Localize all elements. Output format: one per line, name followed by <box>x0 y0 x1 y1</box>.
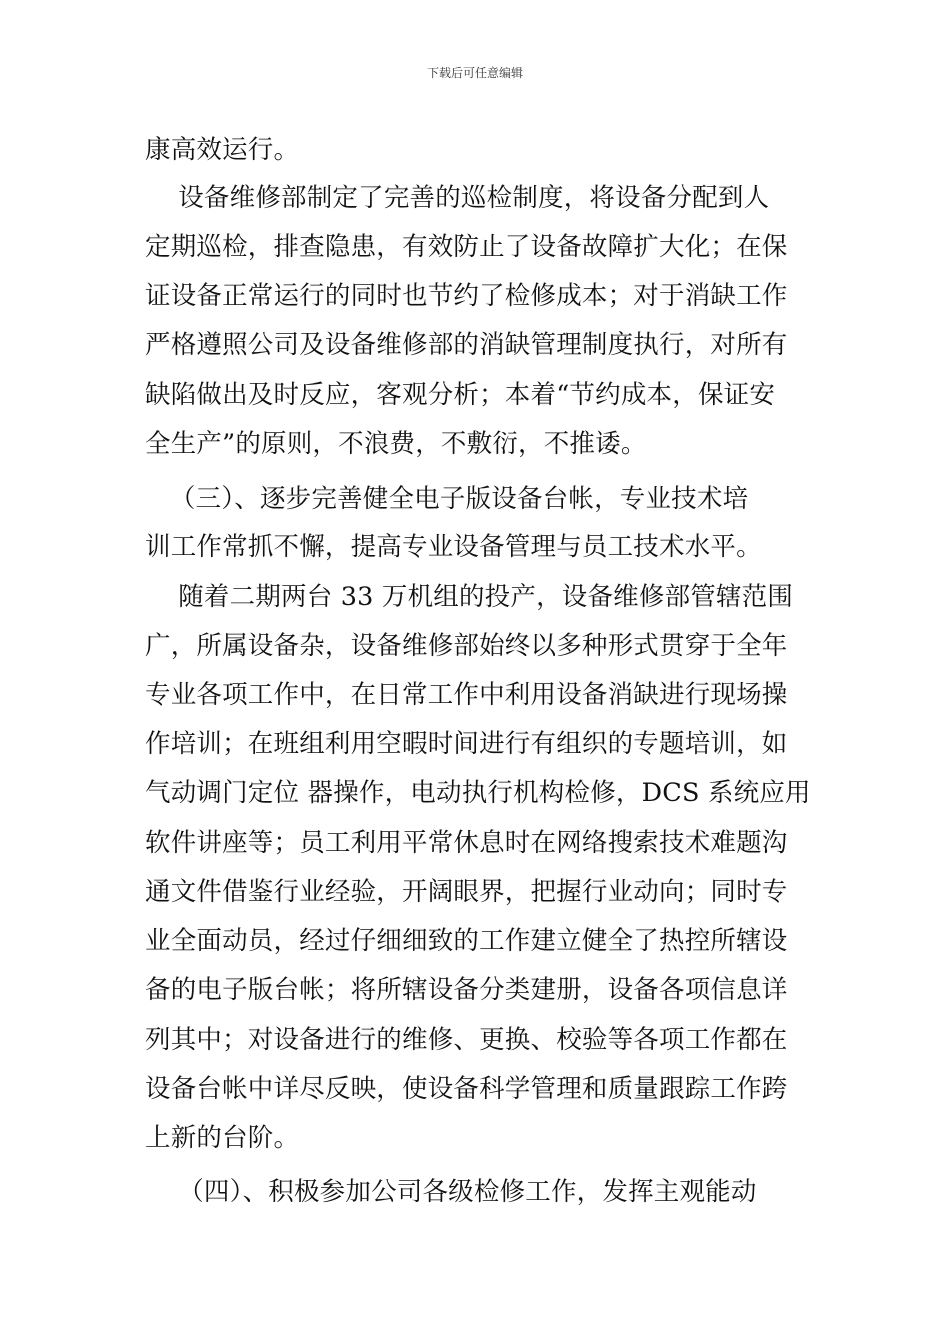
text-line: 作培训；在班组利用空暇时间进行有组织的专题培训，如 <box>145 729 788 759</box>
text-line: 训工作常抓不懈，提高专业设备管理与员工技术水平。 <box>145 532 762 562</box>
text-line: 设备台帐中详尽反映，使设备科学管理和质量跟踪工作跨 <box>145 1074 788 1104</box>
text-line: 备的电子版台帐；将所辖设备分类建册，设备各项信息详 <box>145 975 788 1005</box>
text-line: （三）、逐步完善健全电子版设备台帐，专业技术培 <box>145 484 749 514</box>
text-line: 业全面动员，经过仔细细致的工作建立健全了热控所辖设 <box>145 926 788 956</box>
text-line: 气动调门定位 器操作，电动执行机构检修，DCS 系统应用 <box>145 778 811 808</box>
text-line: 专业各项工作中，在日常工作中利用设备消缺进行现场操 <box>145 680 788 710</box>
text-line: （四）、积极参加公司各级检修工作，发挥主观能动 <box>145 1177 757 1207</box>
text-line: 软件讲座等；员工利用平常休息时在网络搜索技术难题沟 <box>145 828 788 858</box>
text-line: 通文件借鉴行业经验，开阔眼界，把握行业动向；同时专 <box>145 877 788 907</box>
text-line: 严格遵照公司及设备维修部的消缺管理制度执行，对所有 <box>145 330 788 360</box>
text-line: 缺陷做出及时反应，客观分析；本着“节约成本，保证安 <box>145 380 776 410</box>
text-line: 全生产”的原则，不浪费，不敷衍，不推诿。 <box>145 429 647 459</box>
text-line: 随着二期两台 33 万机组的投产，设备维修部管辖范围 <box>145 582 794 612</box>
text-line: 列其中；对设备进行的维修、更换、校验等各项工作都在 <box>145 1025 788 1055</box>
page-header: 下载后可任意编辑 <box>426 66 523 80</box>
text-line: 设备维修部制定了完善的巡检制度，将设备分配到人 <box>145 183 770 213</box>
text-line: 定期巡检，排查隐患，有效防止了设备故障扩大化；在保 <box>145 232 788 262</box>
text-line: 上新的台阶。 <box>145 1123 300 1153</box>
text-line: 证设备正常运行的同时也节约了检修成本；对于消缺工作 <box>145 281 788 311</box>
text-line: 康高效运行。 <box>145 135 300 165</box>
text-line: 广，所属设备杂，设备维修部始终以多种形式贯穿于全年 <box>145 631 788 661</box>
